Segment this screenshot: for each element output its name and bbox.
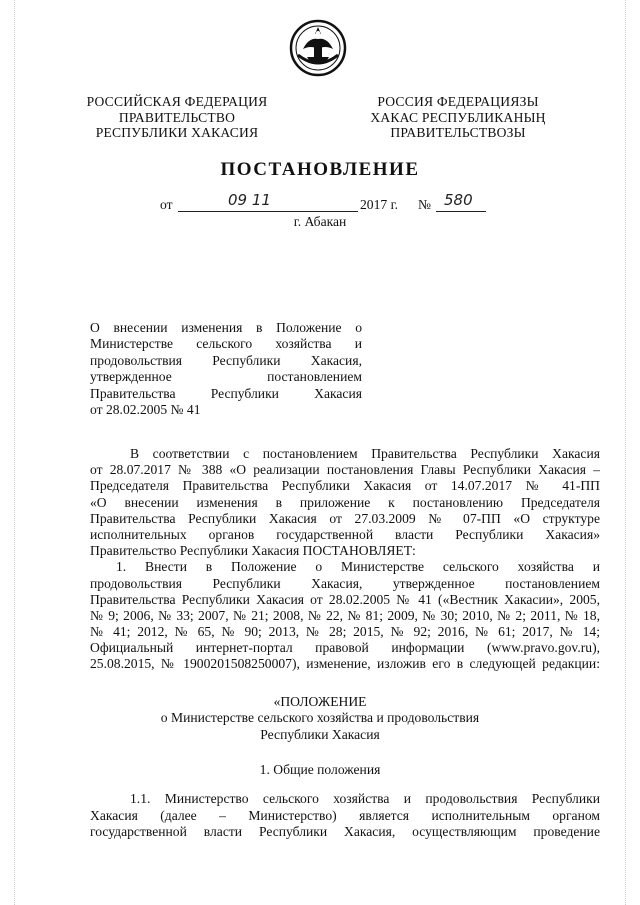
section-title: 1. Общие положения (259, 762, 381, 777)
body-line: № 9; 2006, № 33; 2007, № 21; 2008, № 22, № 81; 2009, № 30; 2010, № 2; 2011, № 18, (90, 607, 600, 623)
year-label: 2017 г. (360, 197, 399, 212)
city-label: г. Абакан (293, 214, 347, 229)
subject-line: утвержденное постановлением (90, 369, 362, 385)
handwritten-date: 09 11 (228, 191, 271, 209)
handwritten-number: 580 (444, 191, 473, 209)
body-line: от 28.07.2017 № 388 «О реализации постановления Главы Республики Хакасия – (90, 462, 600, 478)
body-line: В соответствии с постановлением Правительства Республики Хакасия (130, 446, 600, 461)
header-left-line: РОССИЙСКАЯ ФЕДЕРАЦИЯ (86, 94, 268, 109)
body-line: 1. Внести в Положение о Министерстве сельского хозяйства и (116, 559, 600, 575)
subject-line: продовольствия Республики Хакасия, (90, 352, 362, 368)
subject-line: Правительства Республики Хакасия (90, 385, 362, 401)
section-line: 1.1. Министерство сельского хозяйства и продовольствия Республики (130, 791, 600, 806)
body-line: продовольствия Республики Хакасия, утвержденное постановлением (90, 575, 600, 591)
position-title-line: «ПОЛОЖЕНИЕ (273, 694, 367, 709)
subject-line: О внесении изменения в Положение о (90, 320, 362, 335)
khakassia-coat-of-arms-icon (289, 19, 347, 77)
section-text (90, 791, 600, 841)
position-title-line: о Министерстве сельского хозяйства и продовольствия (160, 710, 480, 726)
header-left-line: РЕСПУБЛИКИ ХАКАСИЯ (95, 125, 259, 140)
position-title-line: Республики Хакасия (260, 726, 380, 742)
subject-line: Министерстве сельского хозяйства и (90, 336, 362, 352)
date-underline (178, 211, 358, 212)
subject-block (90, 320, 362, 418)
body-line: № 41; 2012, № 65, № 90; 2013, № 28; 2015, № 92; 2016, № 61; 2017, № 14; (90, 624, 600, 640)
header-right-line: РОССИЯ ФЕДЕРАЦИЯЗЫ (377, 94, 539, 109)
position-title (0, 694, 640, 743)
body-line: Правительство Республики Хакасия ПОСТАНОВЛЯЕТ: (90, 543, 416, 559)
from-label: от (160, 197, 173, 212)
body-line: исполнительных органов государственной власти Республики Хакасия» (90, 526, 600, 542)
body-line: 25.08.2015, № 1900201508250007), изменение, изложив его в следующей редакции: (90, 656, 600, 672)
header-left-line: ПРАВИТЕЛЬСТВО (118, 109, 236, 125)
header-left (84, 94, 270, 141)
section-line: Хакасия (далее – Министерство) является исполнительным органом (90, 807, 600, 823)
header-right-line: ХАКАС РЕСПУБЛИКАНЫҢ (370, 109, 546, 125)
body-line: Председателя Правительства Республики Хакасия от 14.07.2017 № 41-ПП (90, 478, 600, 494)
subject-line: от 28.02.2005 № 41 (90, 401, 201, 417)
header-right-line: ПРАВИТЕЛЬСТВОЗЫ (390, 125, 526, 140)
body-line: Правительства Республики Хакасия от 27.03.2009 № 07-ПП «О структуре (90, 510, 600, 526)
body-line: «О внесении изменения в приложение к постановлению Председателя (90, 494, 600, 510)
section-line: государственной власти Республики Хакасия, осуществляющим проведение (90, 824, 600, 840)
document-title: ПОСТАНОВЛЕНИЕ (220, 159, 420, 180)
number-label: № (418, 197, 431, 212)
number-underline (436, 211, 486, 212)
header-right (370, 94, 546, 141)
body-line: Официальный интернет-портал правовой информации (www.pravo.gov.ru), (90, 640, 600, 656)
body-text (90, 446, 600, 673)
body-line: Правительства Республики Хакасия от 28.02.2005 № 41 («Вестник Хакасии», 2005, (90, 591, 600, 607)
